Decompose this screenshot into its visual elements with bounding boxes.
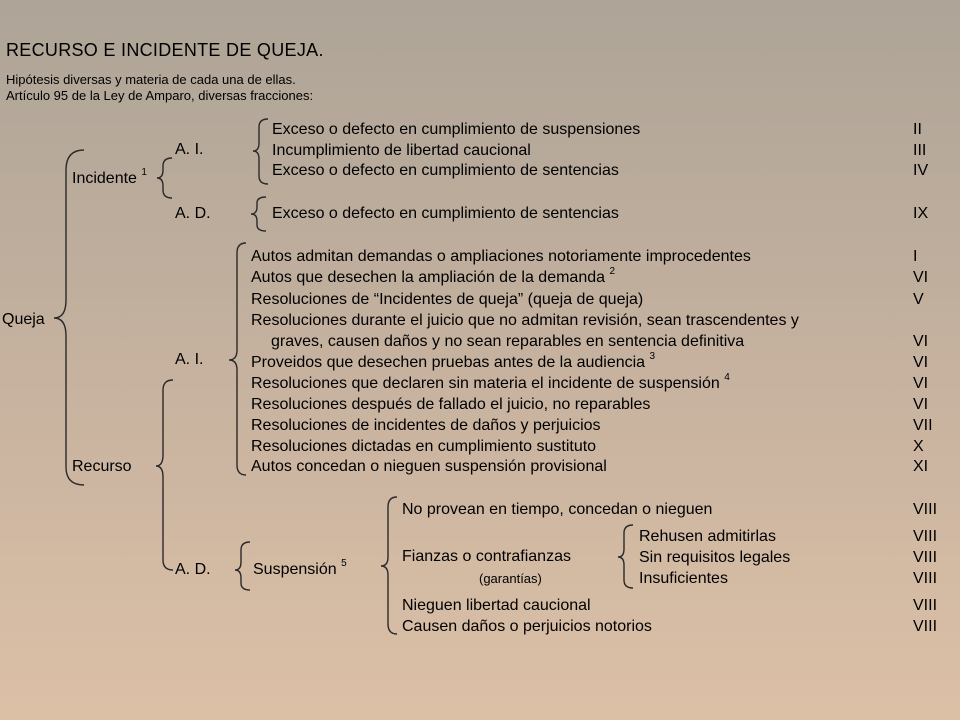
node-queja: Queja xyxy=(2,311,45,328)
recurso-ai-item xyxy=(251,374,730,394)
recurso-ai-item: Autos admitan demandas o ampliaciones notoriamente improcedentes xyxy=(251,248,751,265)
recurso-ai-item-text: Proveidos que desechen pruebas antes de la audiencia xyxy=(251,354,646,371)
incidente-ad-item: Exceso o defecto en cumplimiento de sentencias xyxy=(272,205,619,222)
recurso-ai-item xyxy=(251,353,655,373)
node-incidente-ai: A. I. xyxy=(175,141,204,158)
fraction-label: VI xyxy=(913,375,929,392)
recurso-ai-item: Resoluciones de “Incidentes de queja” (queja de queja) xyxy=(251,291,644,308)
node-fianzas: Fianzas o contrafianzas xyxy=(402,548,571,565)
recurso-ai-item xyxy=(251,268,615,288)
node-incidente-ad: A. D. xyxy=(175,205,211,222)
recurso-ai-item: Resoluciones dictadas en cumplimiento sustituto xyxy=(251,438,597,455)
fianzas-item: Rehusen admitirlas xyxy=(639,528,776,545)
fraction-label: IX xyxy=(913,205,929,222)
node-suspension-label: Suspensión xyxy=(253,561,337,578)
fraction-label: VI xyxy=(913,396,929,413)
recurso-ai-item-continuation: graves, causen daños y no sean reparables en sentencia definitiva xyxy=(271,333,745,350)
node-recurso-ad: A. D. xyxy=(175,561,211,578)
footnote-marker: 5 xyxy=(341,558,347,569)
fraction-label: VIII xyxy=(913,570,938,587)
suspension-item: Causen daños o perjuicios notorios xyxy=(402,618,652,635)
recurso-ai-item-text: Resoluciones que declaren sin materia el incidente de suspensión xyxy=(251,375,720,392)
footnote-marker: 3 xyxy=(649,351,656,362)
fraction-label: XI xyxy=(913,458,929,475)
recurso-ai-item: Resoluciones durante el juicio que no admitan revisión, sean trascendentes y xyxy=(251,312,799,329)
fraction-label: VI xyxy=(913,333,929,350)
bracket-incidente-ai xyxy=(253,119,268,184)
subtitle-line-1: Hipótesis diversas y materia de cada una de ellas. xyxy=(6,72,296,87)
page-title: RECURSO E INCIDENTE DE QUEJA. xyxy=(6,40,324,60)
fraction-label: X xyxy=(913,438,924,455)
fraction-label: III xyxy=(913,142,927,159)
suspension-item: No provean en tiempo, concedan o nieguen xyxy=(402,501,713,518)
incidente-ai-item: Incumplimiento de libertad caucional xyxy=(272,142,531,159)
fraction-label: VIII xyxy=(913,501,938,518)
recurso-ai-item-text: Autos que desechen la ampliación de la demanda xyxy=(251,269,606,286)
suspension-item: Nieguen libertad caucional xyxy=(402,597,591,614)
bracket-fianzas xyxy=(618,525,633,588)
footnote-marker: 2 xyxy=(609,266,616,277)
fraction-label: VIII xyxy=(913,528,938,545)
fraction-label: VII xyxy=(913,417,933,434)
fraction-label: VIII xyxy=(913,549,938,566)
footnote-marker: 1 xyxy=(141,167,147,178)
fraction-label: VI xyxy=(913,269,929,286)
bracket-queja xyxy=(54,150,84,485)
bracket-suspension xyxy=(381,497,397,634)
recurso-ai-item: Autos concedan o nieguen suspensión provisional xyxy=(251,458,607,475)
footnote-marker: 4 xyxy=(724,372,730,383)
node-recurso-ai: A. I. xyxy=(175,351,204,368)
fraction-label: II xyxy=(913,121,922,138)
node-incidente-label: Incidente xyxy=(72,170,137,187)
bracket-recurso-ad xyxy=(235,542,250,590)
bracket-incidente-ad xyxy=(251,197,266,231)
subtitle-line-2: Artículo 95 de la Ley de Amparo, diversas fracciones: xyxy=(6,88,314,103)
fianzas-item: Sin requisitos legales xyxy=(639,549,791,566)
node-suspension xyxy=(253,560,347,580)
fraction-label: VIII xyxy=(913,618,938,635)
incidente-ai-item: Exceso o defecto en cumplimiento de suspensiones xyxy=(272,121,641,138)
fraction-label: VI xyxy=(913,354,929,371)
node-fianzas-sublabel: (garantías) xyxy=(479,571,542,586)
fraction-label: IV xyxy=(913,162,929,179)
incidente-ai-item: Exceso o defecto en cumplimiento de sentencias xyxy=(272,162,619,179)
fianzas-item: Insuficientes xyxy=(639,570,728,587)
node-incidente xyxy=(72,169,147,189)
bracket-recurso xyxy=(156,380,173,570)
fraction-label: I xyxy=(913,248,918,265)
fraction-label: V xyxy=(913,291,924,308)
recurso-ai-item: Resoluciones de incidentes de daños y perjuicios xyxy=(251,417,601,434)
recurso-ai-item: Resoluciones después de fallado el juicio, no reparables xyxy=(251,396,651,413)
fraction-label: VIII xyxy=(913,597,938,614)
node-recurso: Recurso xyxy=(72,458,132,475)
bracket-recurso-ai xyxy=(229,243,246,475)
bracket-incidente xyxy=(157,158,172,198)
